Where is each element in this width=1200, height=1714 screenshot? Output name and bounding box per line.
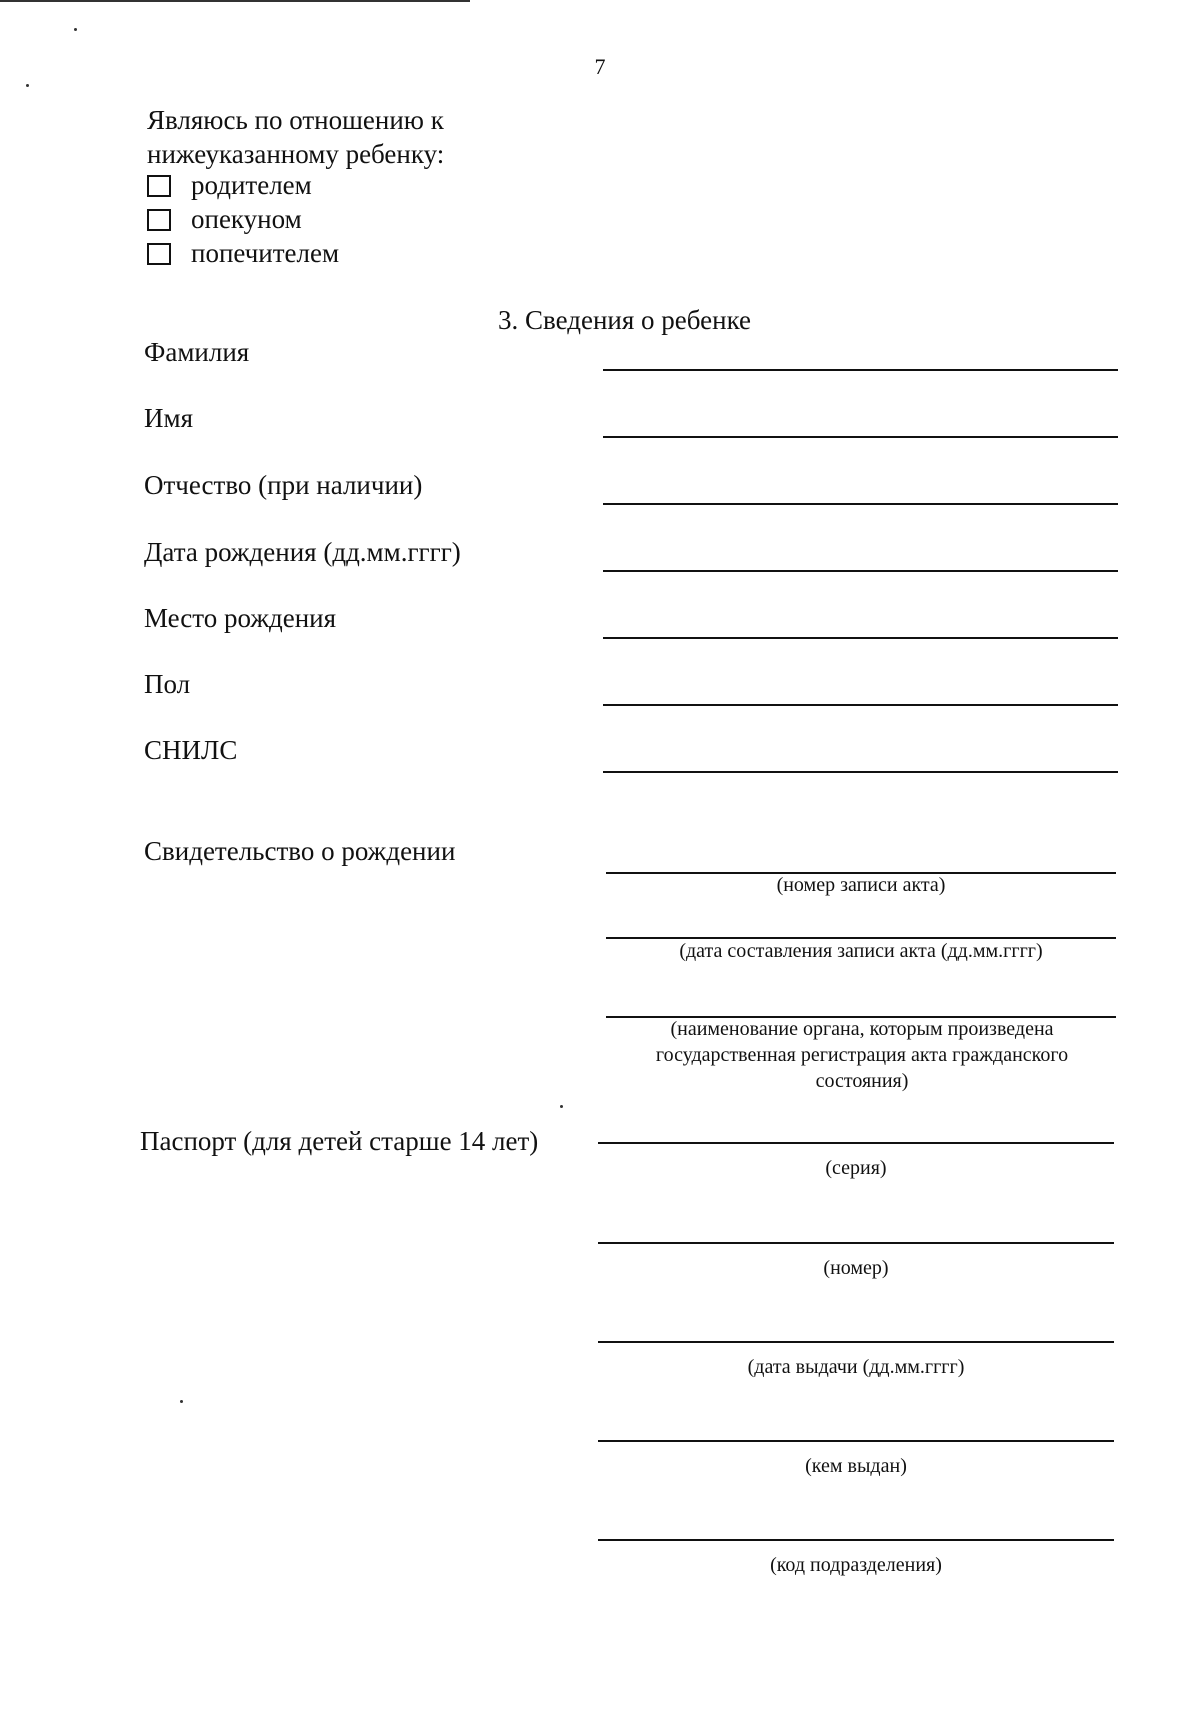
passport-issued-by-field[interactable] [598,1440,1114,1442]
option-guardian[interactable] [147,204,302,235]
label-surname: Фамилия [144,337,250,367]
passport-series-field[interactable] [598,1142,1114,1144]
label-gender: Пол [144,669,191,699]
caption-passport-issued-by: (кем выдан) [805,1455,907,1477]
scan-speck [26,84,29,87]
option-parent-label: родителем [191,170,312,200]
label-birth-date: Дата рождения (дд.мм.гггг) [144,537,461,567]
option-guardian-label: опекуном [191,204,302,234]
checkbox-parent[interactable] [147,175,171,197]
caption-passport-department-code: (код подразделения) [770,1554,942,1576]
passport-issue-date-field[interactable] [598,1341,1114,1343]
label-snils: СНИЛС [144,735,238,765]
passport-department-code-field[interactable] [598,1539,1114,1541]
birth-date-field[interactable] [603,570,1118,572]
scan-edge-line [0,0,470,2]
caption-passport-number: (номер) [823,1257,889,1279]
gender-field[interactable] [603,704,1118,706]
scan-speck [180,1400,183,1403]
caption-registration-authority: (наименование органа, которым произведена государственная регистрация акта гражданского состояния) [655,1018,1069,1092]
caption-passport-issue-date: (дата выдачи (дд.мм.гггг) [747,1356,965,1378]
label-passport: Паспорт (для детей старше 14 лет) [140,1126,539,1156]
relation-intro: Являюсь по отношению к нижеуказанному ребенку: [147,105,445,169]
surname-field[interactable] [603,369,1118,371]
checkbox-guardian[interactable] [147,209,171,231]
scan-speck [560,1105,563,1108]
option-parent[interactable] [147,170,312,201]
snils-field[interactable] [603,771,1118,773]
caption-act-record-date: (дата составления записи акта (дд.мм.гггг) [679,940,1043,962]
scan-speck [74,28,77,31]
option-trustee[interactable] [147,238,339,269]
label-name: Имя [144,403,194,433]
option-trustee-label: попечителем [191,238,340,268]
section-title: 3. Сведения о ребенке [498,305,751,335]
passport-number-field[interactable] [598,1242,1114,1244]
birth-place-field[interactable] [603,637,1118,639]
caption-act-record-number: (номер записи акта) [776,874,946,896]
label-birth-place: Место рождения [144,603,337,633]
name-field[interactable] [603,436,1118,438]
label-birth-certificate: Свидетельство о рождении [144,836,456,866]
caption-passport-series: (серия) [825,1157,887,1179]
page-number: 7 [594,54,606,79]
label-patronymic: Отчество (при наличии) [144,470,423,500]
checkbox-trustee[interactable] [147,243,171,265]
patronymic-field[interactable] [603,503,1118,505]
